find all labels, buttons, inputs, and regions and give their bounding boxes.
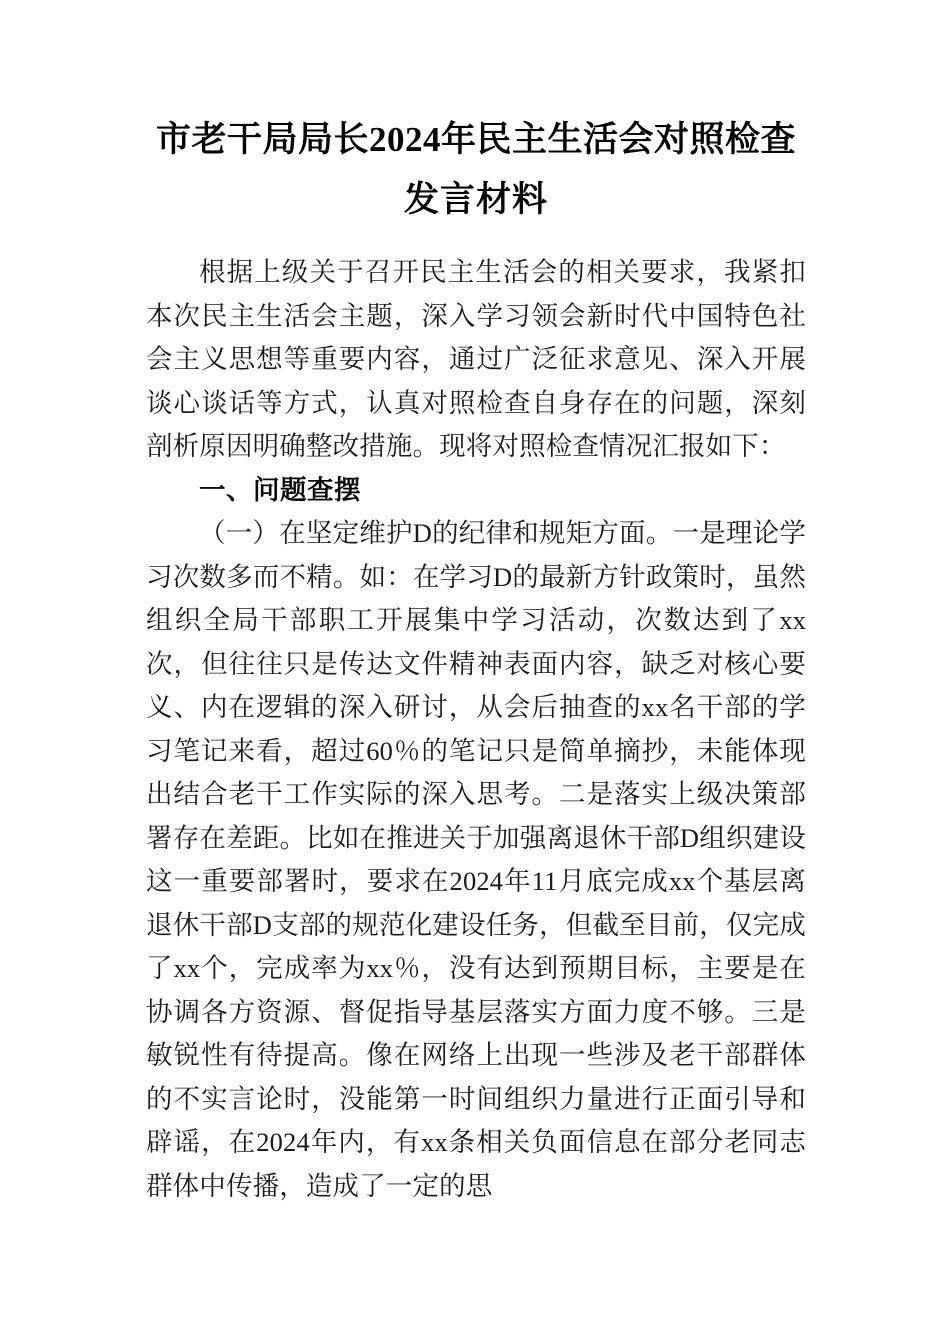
page-title xyxy=(146,0,806,230)
title-line-1: 市老干局局长2024年民主生活会对照检查 xyxy=(155,120,796,159)
section-paragraph-one-a: （一）在坚定维护D的纪律和规矩方面。一是理论学习次数多而不精。如：在学习D的最新方针政策时，虽然组织全局干部职工开展集中学习活动，次数达到了xx次，但往往只是传达文件精神表面内容，缺乏对核心要义、内在逻辑的深入研讨，从会后抽查的xx名干部的学习笔记来看，超过60％的笔记只是简单摘抄，未能体现出结合老干工作实际的深入思考。二是落实上级决策部署存在差距。比如在推进关于加强离退休干部D组织建设这一重要部署时，要求在2024年11月底完成xx个基层离退休干部D支部的规范化建设任务，但截至目前，仅完成了xx个，完成率为xx％，没有达到预期目标，主要是在协调各方资源、督促指导基层落实方面力度不够。三是敏锐性有待提高。像在网络上出现一些涉及老干部群体的不实言论时，没能第一时间组织力量进行正面引导和辟谣，在2024年内，有xx条相关负面信息在部分老同志群体中传播，造成了一定的思 xyxy=(146,518,806,1201)
opening-paragraph: 根据上级关于召开民主生活会的相关要求，我紧扣本次民主生活会主题，深入学习领会新时代中国特色社会主义思想等重要内容，通过广泛征求意见、深入开展谈心谈话等方式，认真对照检查自身存在的问题，深刻剖析原因明确整改措施。现将对照检查情况汇报如下： xyxy=(146,257,806,461)
title-line-2: 发言材料 xyxy=(403,180,548,219)
document-body xyxy=(146,0,806,1208)
section-heading-one: 一、问题查摆 xyxy=(199,474,361,505)
